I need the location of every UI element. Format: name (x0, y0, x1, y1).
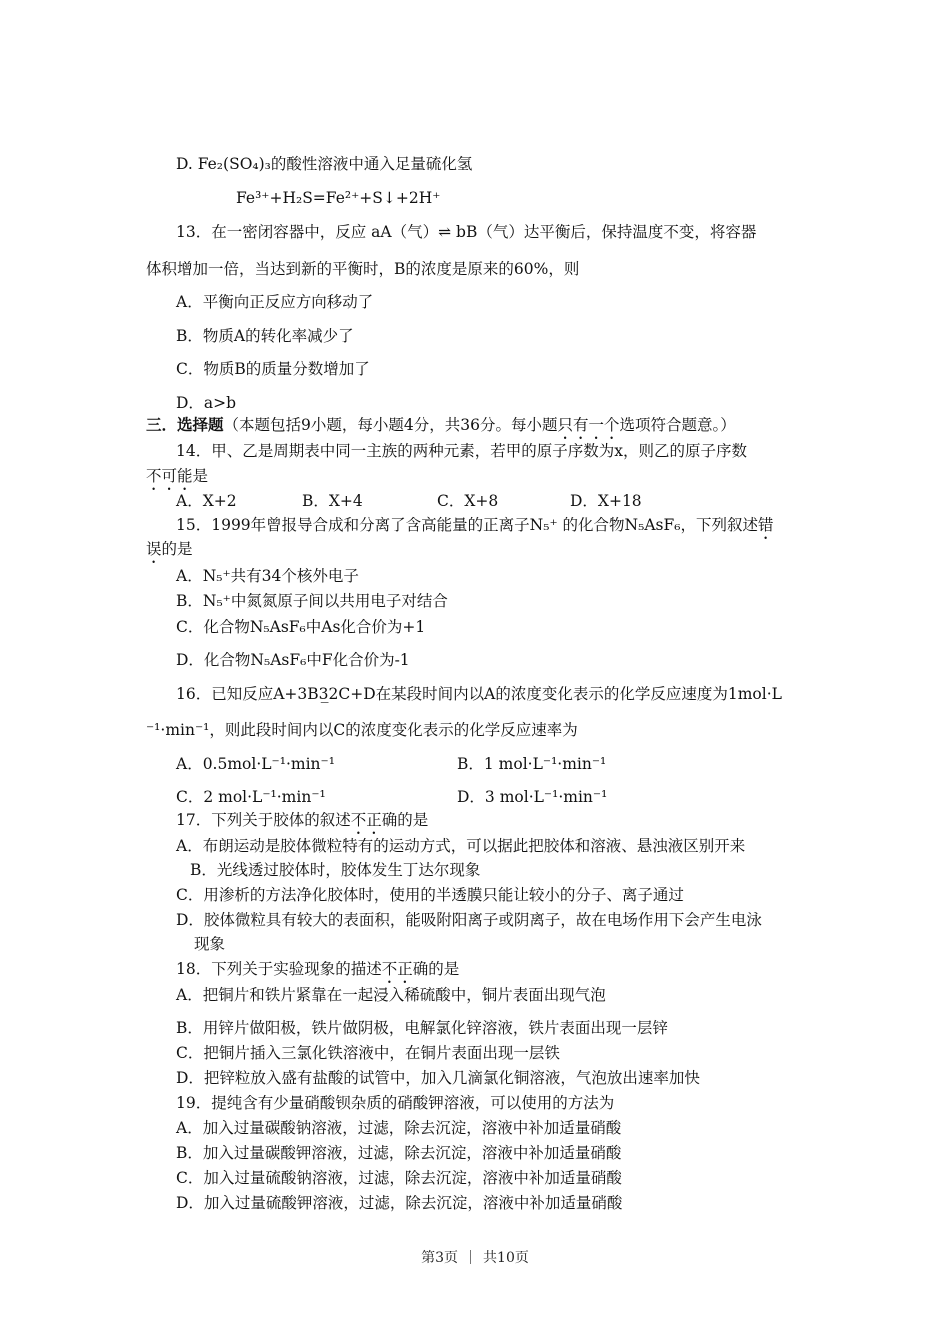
q15-option-a: A．N₅⁺共有34个核外电子 (176, 567, 359, 585)
q13-stem-part-a: 13．在一密闭容器中，反应 aA（气） (176, 223, 439, 241)
section-3-desc-emphasis: 只有一个 (557, 416, 620, 434)
q16-option-d: D．3 mol·L⁻¹·min⁻¹ (457, 788, 608, 806)
q13-option-a: A．平衡向正反应方向移动了 (176, 293, 374, 311)
q18-option-c: C．把铜片插入三氯化铁溶液中，在铜片表面出现一层铁 (176, 1044, 560, 1062)
q13-stem-part-b: bB（气）达平衡后，保持温度不变，将容器 (451, 223, 757, 241)
q14-option-d: D．X+18 (570, 492, 642, 510)
q19-stem: 19．提纯含有少量硝酸钡杂质的硝酸钾溶液，可以使用的方法为 (176, 1094, 615, 1112)
section-3-desc-b: 选项符合题意。） (619, 416, 736, 434)
q17-stem-emphasis: 不正 (350, 811, 382, 829)
q15-stem-emphasis-2: 误 (146, 540, 162, 558)
q12-option-d-equation: Fe³⁺+H₂S=Fe²⁺+S↓+2H⁺ (236, 189, 441, 207)
q17-stem-tail: 确的是 (381, 811, 429, 829)
q17-option-d: D．胶体微粒具有较大的表面积，能吸附阳离子或阴离子，故在电场作用下会产生电泳 (176, 911, 762, 929)
q18-stem-part-a: 18．下列关于实验现象的描述 (176, 960, 382, 978)
q15-stem-tail: 的是 (161, 540, 193, 558)
q15-stem-emphasis-1: 错 (757, 516, 774, 534)
q15-option-d: D．化合物N₅AsF₆中F化合价为-1 (176, 651, 410, 669)
q19-option-d: D．加入过量硫酸钾溶液，过滤，除去沉淀，溶液中补加适量硝酸 (176, 1194, 623, 1212)
footer-separator (470, 1250, 471, 1264)
q13-stem-line2: 体积增加一倍，当达到新的平衡时，B的浓度是原来的60%，则 (146, 260, 580, 278)
q18-option-d: D．把锌粒放入盛有盐酸的试管中，加入几滴氯化铜溶液，气泡放出速率加快 (176, 1069, 700, 1087)
q18-stem-tail: 确的是 (412, 960, 460, 978)
q14-option-b: B．X+4 (302, 492, 363, 510)
q17-option-d-continued: 现象 (194, 935, 226, 953)
q19-option-b: B．加入过量碳酸钾溶液，过滤，除去沉淀，溶液中补加适量硝酸 (176, 1144, 622, 1162)
page-number: 第3页 (421, 1250, 459, 1266)
q14-stem-line1: 14．甲、乙是周期表中同一主族的两种元素，若甲的原子序数为x，则乙的原子序数 (176, 442, 747, 460)
q18-stem (176, 959, 459, 987)
q16-stem-line2: ⁻¹·min⁻¹，则此段时间内以C的浓度变化表示的化学反应速率为 (146, 721, 578, 739)
q16-stem-line1: 16．已知反应A+3B3̲2C+D在某段时间内以A的浓度变化表示的化学反应速度为1mol·L (176, 685, 782, 703)
q17-stem (176, 810, 428, 838)
q13-stem-line1 (176, 222, 756, 242)
q19-option-c: C．加入过量硫酸钠溶液，过滤，除去沉淀，溶液中补加适量硝酸 (176, 1169, 622, 1187)
q16-option-a: A．0.5mol·L⁻¹·min⁻¹ (176, 755, 335, 773)
q15-option-c: C．化合物N₅AsF₆中As化合价为+1 (176, 618, 426, 636)
q17-option-c: C．用渗析的方法净化胶体时，使用的半透膜只能让较小的分子、离子通过 (176, 886, 684, 904)
section-3-header (146, 415, 736, 443)
q16-option-b: B．1 mol·L⁻¹·min⁻¹ (457, 755, 607, 773)
q17-stem-part-a: 17．下列关于胶体的叙述 (176, 811, 351, 829)
section-3-title: 三．选择题 (146, 416, 224, 434)
page-total: 共10页 (483, 1250, 529, 1266)
q14-stem-tail: 是 (192, 467, 209, 485)
q17-option-a: A．布朗运动是胶体微粒特有的运动方式，可以据此把胶体和溶液、悬浊液区别开来 (176, 837, 746, 855)
q16-option-c: C．2 mol·L⁻¹·min⁻¹ (176, 788, 326, 806)
q15-stem-line1 (176, 515, 773, 543)
q18-option-a: A．把铜片和铁片紧靠在一起浸入稀硫酸中，铜片表面出现气泡 (176, 986, 606, 1004)
q13-option-d: D．a>b (176, 394, 237, 412)
q13-option-c: C．物质B的质量分数增加了 (176, 360, 370, 378)
section-3-desc-a: （本题包括9小题，每小题4分，共36分。每小题 (223, 416, 558, 434)
q19-option-a: A．加入过量碳酸钠溶液，过滤，除去沉淀，溶液中补加适量硝酸 (176, 1119, 622, 1137)
q15-stem-line2 (146, 539, 193, 567)
equilibrium-arrow-icon: ⇌ (438, 223, 452, 241)
q14-option-a: A．X+2 (176, 492, 237, 510)
page-footer (0, 1247, 950, 1267)
q12-option-d: D. Fe₂(SO₄)₃的酸性溶液中通入足量硫化氢 (176, 155, 473, 173)
q14-option-c: C．X+8 (437, 492, 499, 510)
q15-option-b: B．N₅⁺中氮氮原子间以共用电子对结合 (176, 592, 448, 610)
q18-stem-emphasis: 不正 (381, 960, 413, 978)
q17-option-b: B．光线透过胶体时，胶体发生丁达尔现象 (190, 861, 481, 879)
q13-option-b: B．物质A的转化率减少了 (176, 327, 354, 345)
q14-stem-line2 (146, 466, 208, 494)
q18-option-b: B．用锌片做阳极，铁片做阴极，电解氯化锌溶液，铁片表面出现一层锌 (176, 1019, 668, 1037)
q15-stem-part-a: 15．1999年曾报导合成和分离了含高能量的正离子N₅⁺ 的化合物N₅AsF₆，下列叙述 (176, 516, 758, 534)
q14-stem-emphasis: 不可能 (146, 467, 193, 485)
